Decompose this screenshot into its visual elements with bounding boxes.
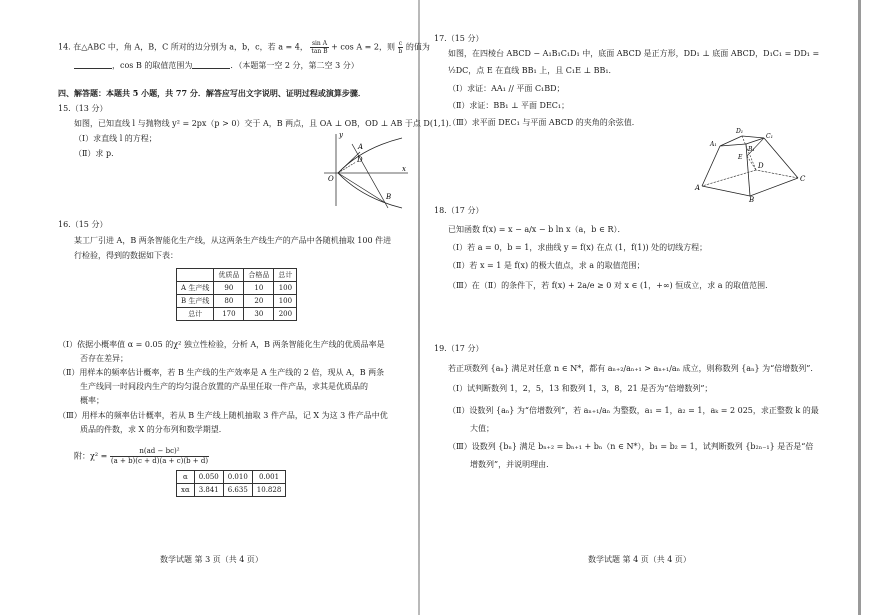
q16-intro-line1: 某工厂引进 A，B 两条智能化生产线，从这两条生产线生产的产品中各随机抽取 100 件进	[74, 236, 392, 245]
label-o: O	[328, 175, 334, 183]
critical-value-table	[176, 470, 286, 497]
chi-square-formula: 附：χ² = $\frac{\text{n(ad − bc)²}}{(a + b)(c + d)(a + c)(b + d)}$	[74, 447, 209, 465]
q16-part1-line1: （Ⅰ）依据小概率值 α = 0.05 的χ² 独立性检验，分析 A，B 两条智能化生产线的优质品率是	[58, 340, 385, 349]
segment-od	[338, 162, 356, 173]
q16-part2-line1: （Ⅱ）用样本的频率估计概率，若 B 生产线的生产效率是 A 生产线的 2 倍，现从 A，B 两条	[58, 368, 385, 377]
q16-part3-line1: （Ⅲ）用样本的频率估计概率，若从 B 生产线上随机抽取 3 件产品，记 X 为这 3 件产品中优	[58, 411, 388, 420]
q19-item1: （Ⅰ）试判断数列 1，2，5，13 和数列 1，3，8，21 是否为“倍增数列”；	[448, 384, 713, 393]
q18-item2: （Ⅱ）若 x = 1 是 f(x) 的极大值点，求 a 的取值范围；	[448, 261, 645, 270]
answer-blank-1	[74, 60, 112, 69]
label-a1: A₁	[710, 141, 717, 148]
table-row: B 生产线 80 20 100	[177, 295, 297, 308]
edge-c1d1	[742, 136, 764, 138]
q19-stem: 若正项数列 {aₙ} 满足对任意 n ∈ N*，都有 aₙ₊₂/aₙ₊₁ > aₙ₊₁/aₙ 成立，则称数列 {aₙ} 为“倍增数列”．	[448, 364, 819, 373]
label-y: y	[339, 131, 343, 139]
q15-stem: 如图，已知直线 l 与抛物线 y² = 2px（p > 0）交于 A，B 两点，且 OA ⊥ OB，OD ⊥ AB 于点 D(1,1)．	[74, 119, 457, 128]
q16-part2-line2: 生产线同一时间段内生产的均匀混合放置的产品里任取一件产品，求其是优质品的	[80, 382, 368, 391]
q16-part2-line3: 概率；	[80, 396, 104, 405]
edge-cc1	[764, 138, 798, 178]
q19-item3-line1: （Ⅲ）设数列 {bₙ} 满足 bₙ₊₂ = bₙ₊₁ + bₙ（n ∈ N*），b₁ = b₂ = 1，试判断数列 {b₂ₙ₋₁} 是否是“倍	[448, 442, 814, 451]
q14-fraction: $\frac{\text{sin A}}{\text{tan B}}$	[311, 40, 328, 55]
table-row: 总计 170 30 200	[177, 308, 297, 321]
q17-title: 17.（15 分）	[434, 34, 484, 43]
label-d: D	[357, 156, 363, 164]
label-a: A	[358, 143, 364, 151]
edge-bc	[750, 178, 798, 196]
q18-item1: （Ⅰ）若 a = 0，b = 1，求曲线 y = f(x) 在点 (1，f(1)) 处的切线方程；	[448, 243, 708, 252]
q14-ratio: $\frac{c}{b}$	[398, 40, 403, 55]
q16-data-table	[176, 268, 297, 321]
table-row: A 生产线 90 10 100	[177, 282, 297, 295]
label-d1: D₁	[736, 128, 744, 135]
q19-item3-line2: 增数列”，并说明理由．	[470, 460, 555, 469]
table-header-row: 优质品 合格品 总计	[177, 269, 297, 282]
q17-item2: （Ⅱ）求证：BB₁ ⊥ 平面 DEC₁；	[448, 101, 570, 110]
edge-aa1	[702, 146, 720, 186]
q16-part1-line2: 否存在差异；	[80, 354, 128, 363]
label-e: E	[738, 154, 743, 161]
q17-item1: （Ⅰ）求证：AA₁ // 平面 C₁BD；	[448, 84, 565, 93]
label-a: A	[695, 184, 701, 192]
label-b: B	[749, 196, 755, 204]
q19-title: 19.（17 分）	[434, 344, 484, 353]
page-4-footer: 数学试题 第 4 页（共 4 页）	[588, 555, 691, 564]
q18-title: 18.（17 分）	[434, 206, 484, 215]
q16-title: 16.（15 分）	[58, 220, 108, 229]
q19-item2-line1: （Ⅱ）设数列 {aₙ} 为“倍增数列”，若 aₙ₊₁/aₙ 为整数，a₁ = 1，a₂ = 1，aₖ = 2 025，求正整数 k 的最	[448, 406, 819, 415]
segment-ed	[747, 156, 756, 170]
page-3-footer: 数学试题 第 3 页（共 4 页）	[160, 555, 263, 564]
q17-stem-line1: 如图，在四棱台 ABCD − A₁B₁C₁D₁ 中，底面 ABCD 是正方形，DD₁ ⊥ 底面 ABCD，D₁C₁ = DD₁ =	[448, 49, 820, 58]
page-4	[430, 0, 870, 615]
q19-item2-line2: 大值；	[470, 424, 494, 433]
q15-parabola-figure	[322, 128, 412, 210]
answer-blank-2	[192, 60, 230, 69]
q16-part3-line2: 质品的件数，求 X 的分布列和数学期望．	[80, 425, 227, 434]
q15-title: 15.（13 分）	[58, 104, 108, 113]
label-d: D	[758, 162, 764, 170]
q14-line1: 14. 在△ABC 中，角 A，B，C 所对的边分别为 a，b，c，若 a = 4， $\frac{\text{sin A}}{\text{tan B}}$ + cos A = 2，则 $\frac{c}{b}$ 的值为	[58, 40, 430, 55]
q16-intro-line2: 行检验，得到的数据如下表：	[74, 251, 178, 260]
q17-item3: （Ⅲ）求平面 DEC₁ 与平面 ABCD 的夹角的余弦值．	[448, 118, 640, 127]
label-c1: C₁	[766, 133, 773, 140]
section-4-heading: 四、解答题：本题共 5 小题，共 77 分．解答应写出文字说明、证明过程或演算步骤．	[58, 88, 366, 98]
edge-ab	[702, 186, 750, 196]
label-x: x	[402, 165, 406, 173]
label-b1: B₁	[748, 146, 755, 153]
q17-stem-line2: ½DC，点 E 在直线 BB₁ 上，且 C₁E ⊥ BB₁．	[448, 66, 617, 75]
q18-stem: 已知函数 f(x) = x − a/x − b ln x（a，b ∈ R）．	[448, 225, 626, 234]
q18-item3: （Ⅲ）在（Ⅱ）的条件下，若 f(x) + 2a/e ≥ 0 对 x ∈ (1，+∞) 恒成立，求 a 的取值范围．	[448, 281, 774, 290]
q17-frustum-figure	[694, 124, 814, 202]
line-l	[352, 144, 388, 208]
table-row: xα 3.841 6.635 10.828	[177, 484, 286, 497]
label-c: C	[800, 175, 806, 183]
q15-item2: （Ⅱ）求 p．	[74, 149, 120, 158]
segment-ob	[338, 173, 384, 202]
label-b: B	[386, 193, 392, 201]
table-row: α 0.050 0.010 0.001	[177, 471, 286, 484]
q15-item1: （Ⅰ）求直线 l 的方程；	[74, 134, 157, 143]
chi-square-fraction: $\frac{\text{n(ad − bc)²}}{(a + b)(c + d)(a + c)(b + d)}$	[110, 447, 209, 465]
q14-line2: ，cos B 的取值范围为 ．（本题第一空 2 分，第二空 3 分）	[74, 60, 359, 71]
